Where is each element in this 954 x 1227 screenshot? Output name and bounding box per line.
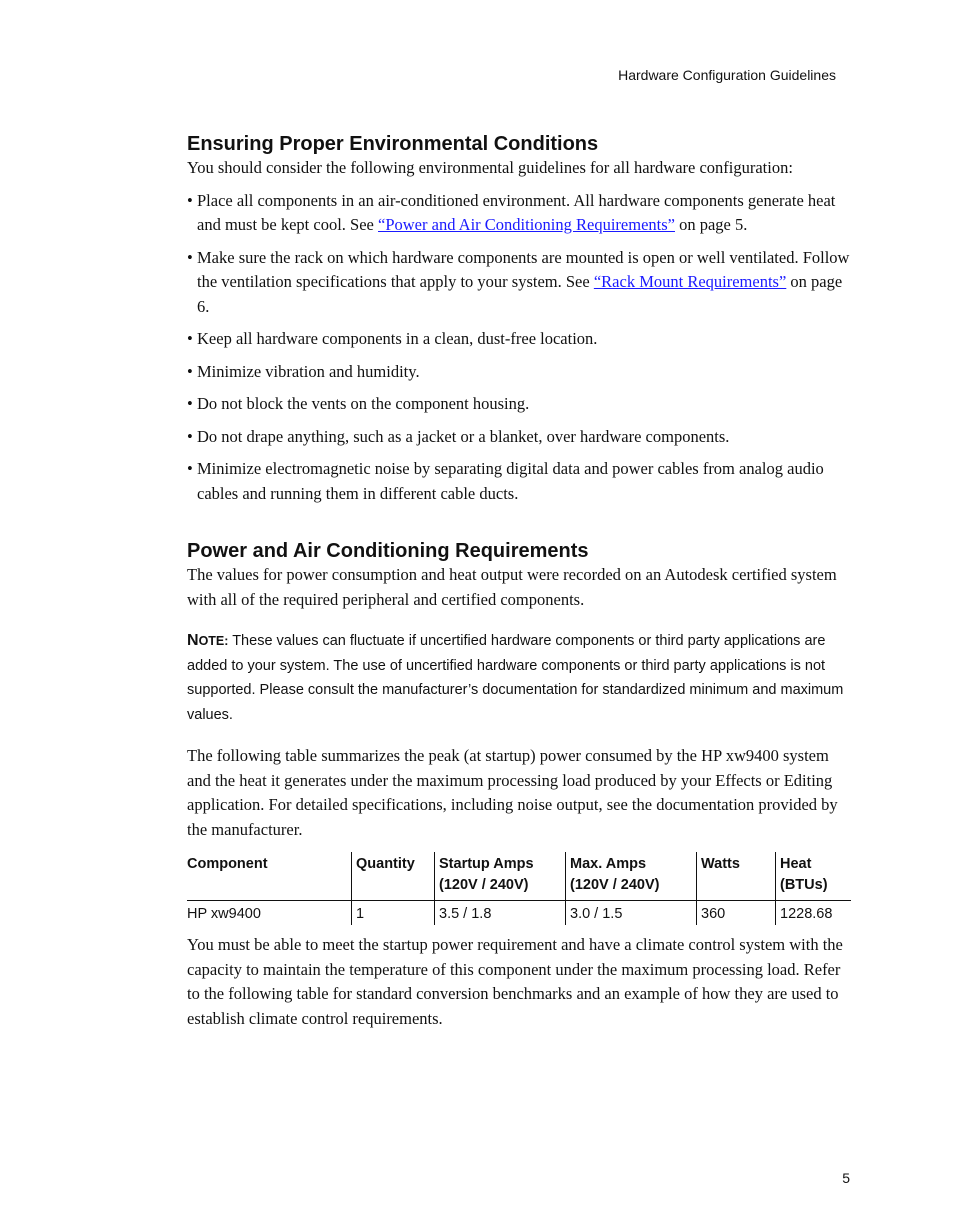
bullet-icon: • [187,329,193,348]
environmental-guidelines-list [187,189,851,507]
note-text: These values can fluctuate if uncertified hardware components or third party applications are added to your system. The use of uncertified hardware components or third party applications is not supported. Please consult the manufacturer’s documentation for standardized minimum and maximum values. [187,633,844,723]
cell-watts: 360 [697,901,776,926]
list-item: • Place all components in an air-conditioned environment. All hardware components generate heat and must be kept cool. See “Power and Air Conditioning Requirements” on page 5. [187,190,836,234]
bullet-icon: • [187,361,193,381]
note-label: NOTE: [187,632,229,649]
bullet-icon: • [187,394,193,413]
bullet-icon: • [187,190,193,210]
list-item: • Minimize vibration and humidity. [187,360,851,385]
section-intro-environmental: You should consider the following environmental guidelines for all hardware configuration: [187,158,793,177]
col-header-quantity: Quantity [352,852,435,901]
note-block [187,629,851,727]
list-item: • Keep all hardware components in a clean, dust-free location. [187,327,851,352]
col-header-max-amps: Max. Amps (120V / 240V) [566,852,697,901]
col-header-startup-amps: Startup Amps (120V / 240V) [435,852,566,901]
running-header: Hardware Configuration Guidelines [618,67,836,83]
link-power-air-conditioning[interactable]: “Power and Air Conditioning Requirements” [378,215,675,234]
section-environmental-conditions [187,132,851,514]
page-number: 5 [842,1170,850,1186]
bullet-icon: • [187,426,193,446]
cell-component: HP xw9400 [187,906,261,922]
table-intro: The following table summarizes the peak (at startup) power consumed by the HP xw9400 system and the heat it generates under the maximum processing load produced by your Effects or Editing application. For detailed specifications, including noise output, see the documentation provided by the manufacturer. [187,746,838,839]
cell-startup-amps: 3.5 / 1.8 [435,901,566,926]
bullet-icon: • [187,459,193,478]
section-title-power: Power and Air Conditioning Requirements [187,540,589,562]
list-item: • Do not block the vents on the component housing. [187,392,851,417]
link-rack-mount-requirements[interactable]: “Rack Mount Requirements” [593,272,787,291]
section-power-air-conditioning [187,539,851,1031]
cell-quantity: 1 [352,901,435,926]
cell-heat: 1228.68 [776,901,852,926]
closing-paragraph: You must be able to meet the startup power requirement and have a climate control system with the capacity to maintain the temperature of this component under the maximum processing load. Refer to the following table for standard conversion benchmarks and an example of how they are used to establish climate control requirements. [187,935,843,1028]
col-header-watts: Watts [697,852,776,901]
table-row [187,901,851,926]
section-intro-power: The values for power consumption and heat output were recorded on an Autodesk certified system with all of the required peripheral and certified components. [187,565,837,609]
table-header-row [187,852,851,901]
section-title-environmental: Ensuring Proper Environmental Conditions [187,133,599,155]
col-header-heat: Heat (BTUs) [776,852,852,901]
list-item: • Minimize electromagnetic noise by separating digital data and power cables from analog audio cables and running them in different cable ducts. [187,459,824,503]
list-item: • Make sure the rack on which hardware components are mounted is open or well ventilated. Follow the ventilation specifications that apply to your system. See “Rack Mount Requirements” on page 6. [187,247,850,316]
bullet-icon: • [187,247,193,267]
list-item: • Do not drape anything, such as a jacket or a blanket, over hardware components. [187,425,851,450]
cell-max-amps: 3.0 / 1.5 [566,901,697,926]
power-consumption-table [187,852,851,925]
col-header-component: Component [187,852,352,901]
